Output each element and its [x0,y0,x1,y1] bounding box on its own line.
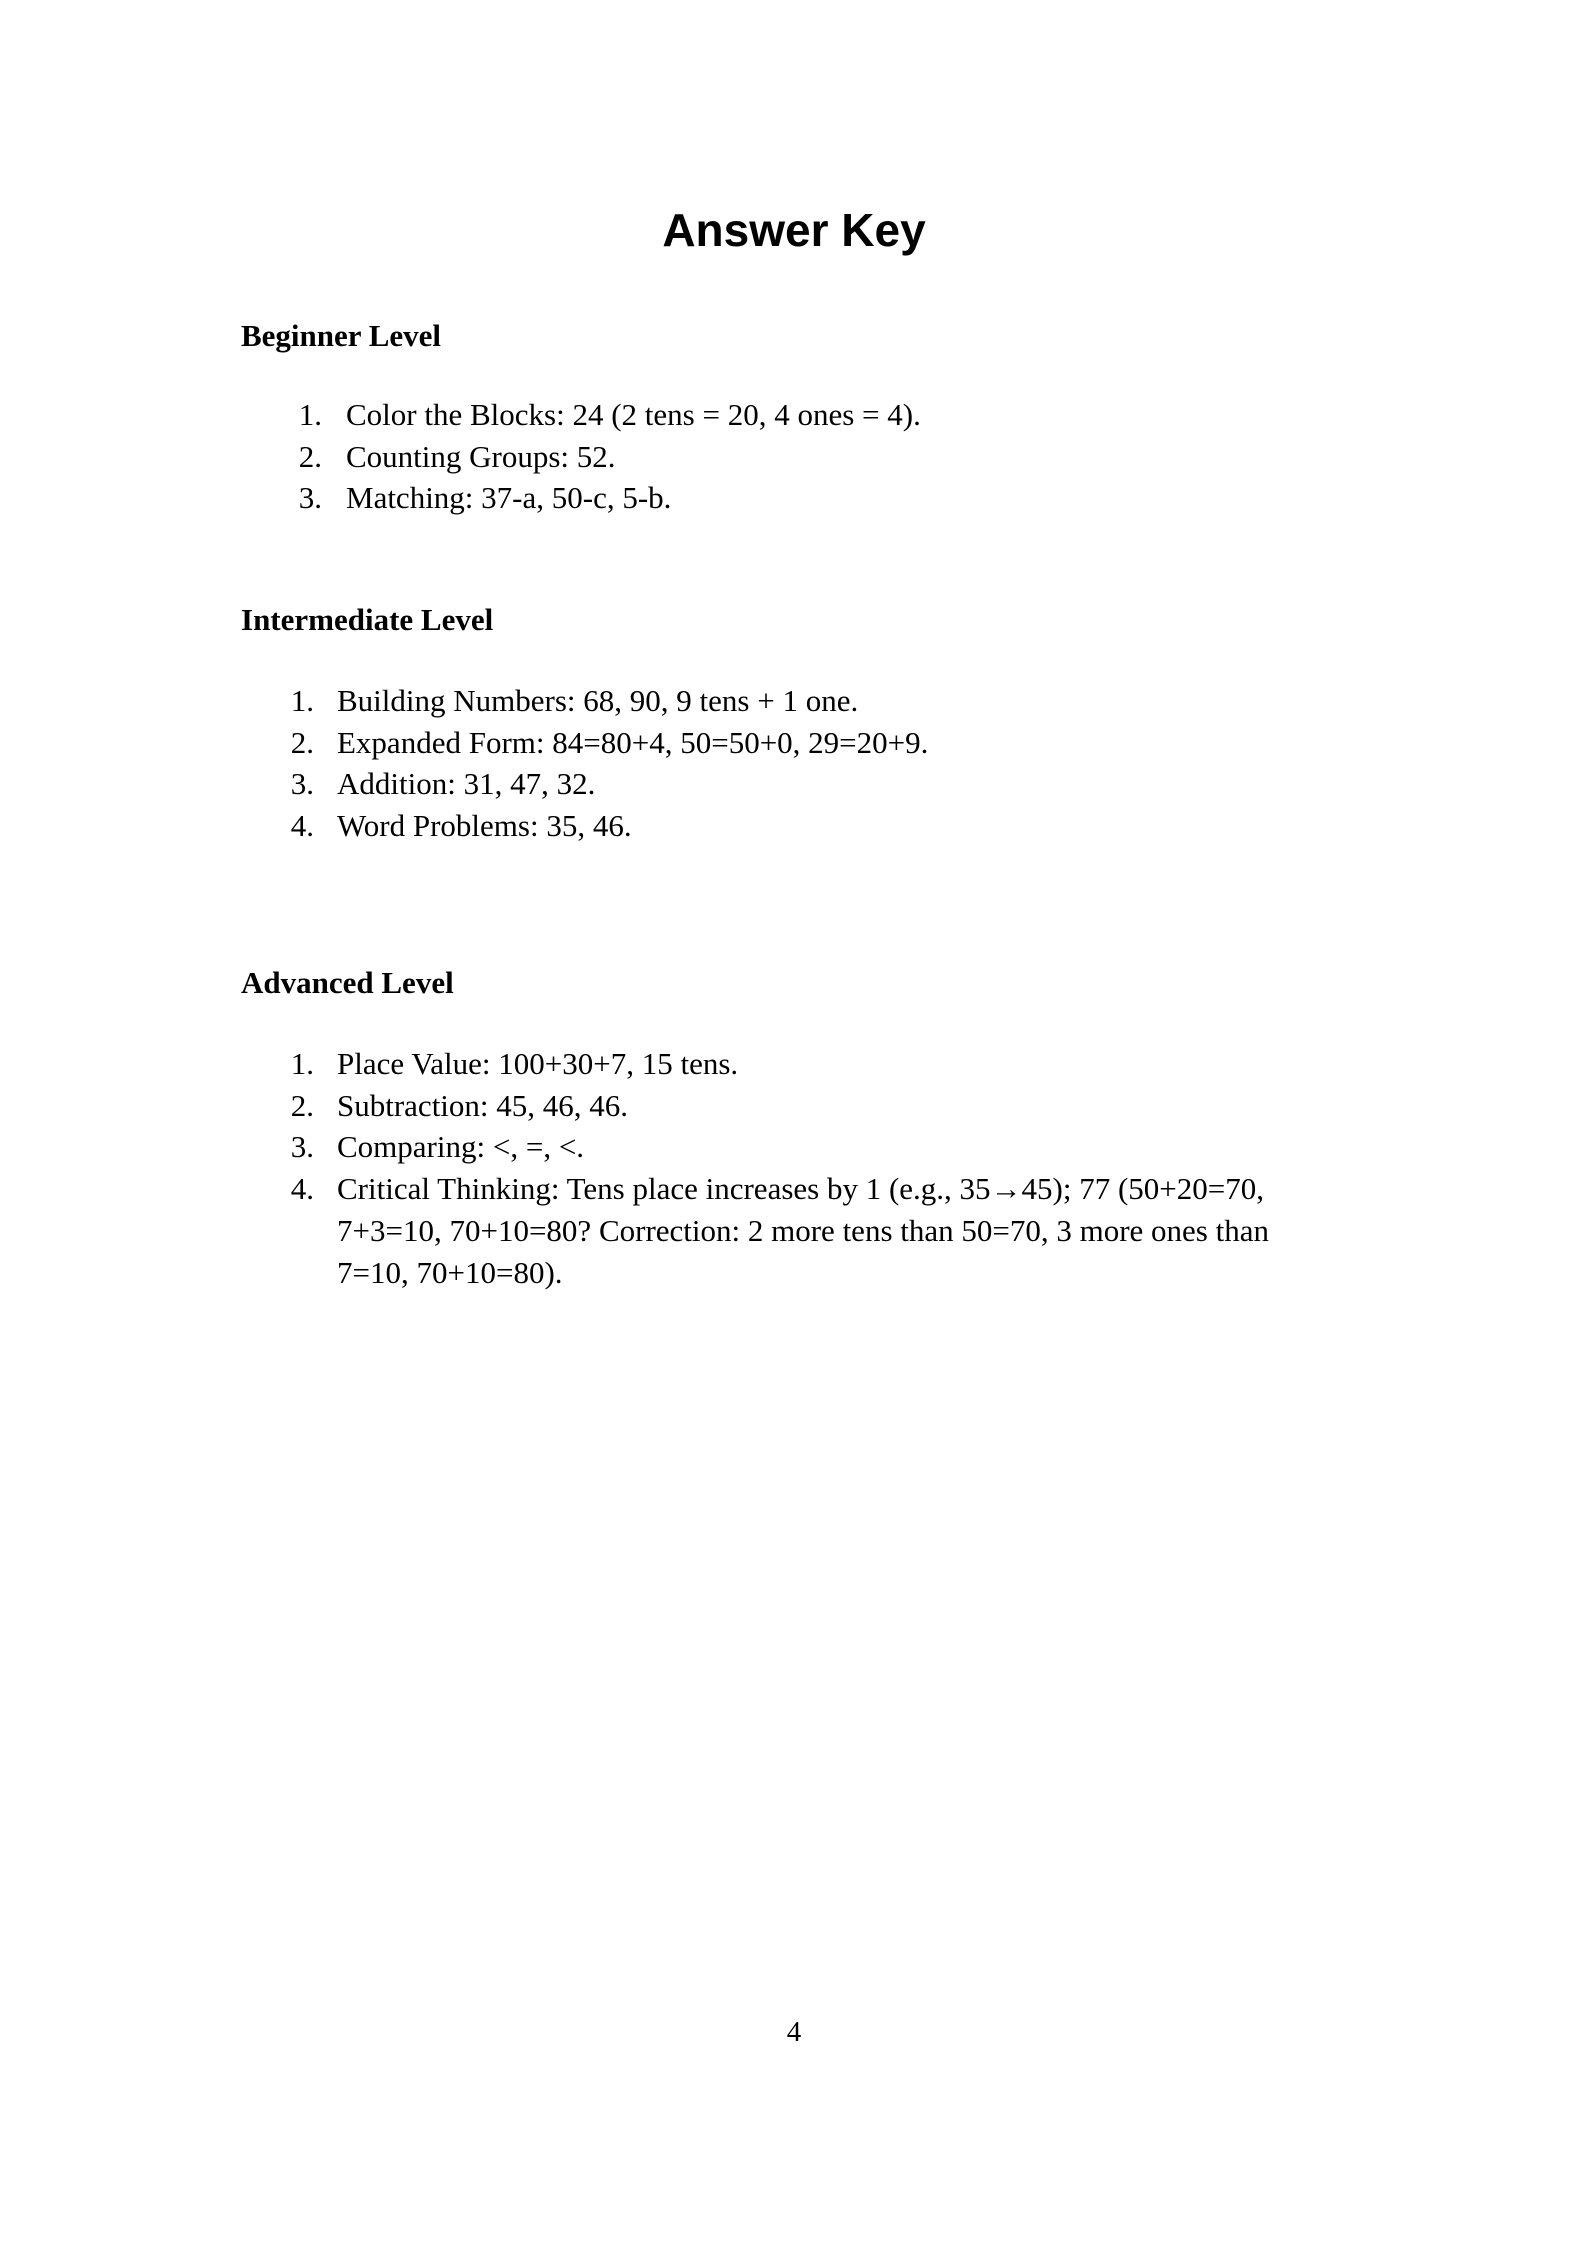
item-number: 3. [290,766,314,802]
item-text: Color the Blocks: 24 (2 tens = 20, 4 ones = 4). [346,397,921,432]
item-text: Matching: 37-a, 50-c, 5-b. [346,480,672,516]
intermediate-answer-list [0,680,1317,847]
list-item [0,680,1317,722]
item-number: 3. [290,1129,314,1165]
list-item [0,763,1317,805]
list-item [0,805,1317,847]
item-text: Critical Thinking: Tens place increases by 1 (e.g., 35→45); 77 (50+20=70, 7+3=10, 70+10=80? Correction: 2 more tens than 50=70, 3 more ones than 7=10, 70+10=80). [337,1171,1269,1290]
list-item [0,394,1296,436]
list-item [0,1168,1317,1293]
item-text: Counting Groups: 52. [346,438,616,474]
item-number: 4. [290,1171,314,1207]
item-text: Place Value: 100+30+7, 15 tens. [337,1046,739,1081]
item-text: Addition: 31, 47, 32. [337,766,596,802]
item-number: 1. [298,397,322,432]
list-item [0,477,1296,519]
item-number: 2. [298,438,322,474]
page-title: Answer Key [662,204,926,256]
advanced-answer-list [0,1043,1317,1293]
section-heading-beginner: Beginner Level [241,318,442,353]
item-text: Subtraction: 45, 46, 46. [337,1087,629,1123]
item-number: 1. [290,1046,314,1081]
list-item [0,1043,1317,1085]
list-item [0,1126,1317,1168]
section-heading-intermediate: Intermediate Level [241,602,494,637]
list-item [0,436,1296,478]
item-text: Comparing: <, =, <. [337,1129,585,1165]
list-item [0,722,1317,764]
section-heading-advanced: Advanced Level [241,965,454,1000]
beginner-answer-list [0,394,1296,519]
item-number: 2. [290,724,314,760]
list-item [0,1085,1317,1127]
item-text: Building Numbers: 68, 90, 9 tens + 1 one. [337,683,859,718]
item-number: 3. [298,480,322,516]
item-number: 4. [290,808,314,844]
page-number: 4 [786,2016,802,2048]
item-text: Word Problems: 35, 46. [337,808,632,844]
item-number: 2. [290,1087,314,1123]
item-number: 1. [290,683,314,718]
item-text: Expanded Form: 84=80+4, 50=50+0, 29=20+9. [337,724,929,760]
